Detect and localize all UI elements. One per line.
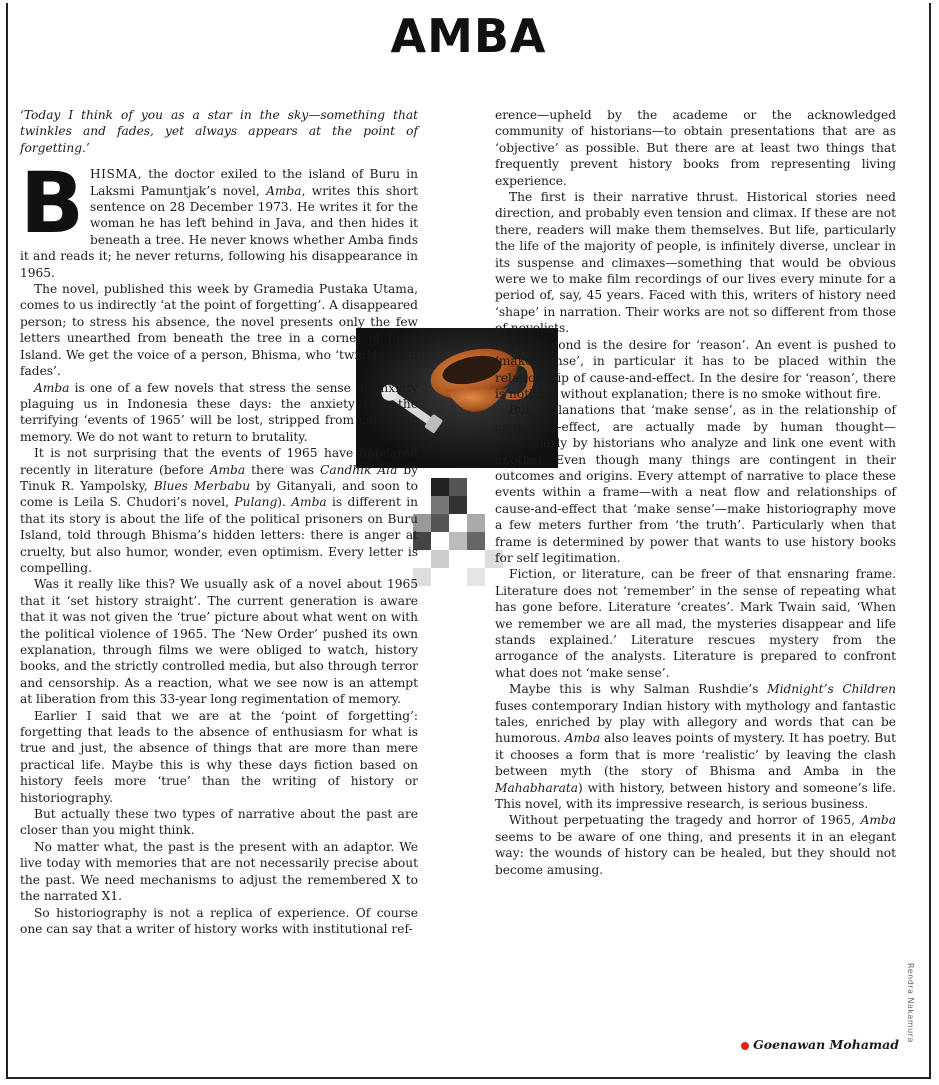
left-column <box>20 107 418 937</box>
paragraph: The novel, published this week by Gramedia Pustaka Utama, comes to us indirectly ‘at the point of forgetting’. A disappeared person; to stress his absence, the novel presents only the few letters unearthed from beneath the tree in a corner of Buru Island. We get the voice of a person, Bhisma, who ‘twinkles and fades’. <box>20 282 418 379</box>
author-byline <box>741 1037 899 1052</box>
red-dot-icon <box>741 1042 749 1050</box>
paragraph: But actually these two types of narrative about the past are closer than you might think. <box>20 807 418 838</box>
author-name: Goenawan Mohamad <box>753 1037 899 1052</box>
paragraph: BHISMA, the doctor exiled to the island of Buru in Laksmi Pamuntjak’s novel, Amba, writes this short sentence on 28 December 1973. He writes it for the woman he has left behind in Java, and then hides it beneath a tree. He never knows whether Amba finds it and reads it; he never returns, following his disappearance in 1965. <box>20 154 418 280</box>
paragraph: No matter what, the past is the present with an adaptor. We live today with memories that are not necessarily precise about the past. We need mechanisms to adjust the remembered X to the narrated X1. <box>20 839 418 904</box>
paragraph: erence—upheld by the academe or the acknowledged community of historians—to obtain presentations that are as ‘objective’ as possible. But there are at least two things that frequently prevent history books from representing living experience. <box>495 108 896 188</box>
illustration-credit: Rendra Nakamura <box>906 963 915 1043</box>
paragraph: Maybe this is why Salman Rushdie’s Midnight’s Children fuses contemporary Indian history with mythology and fantastic tales, enriched by play with allegory and words that can be humorous. Amba also leaves points of mystery. It has poetry. But it chooses a form that is more ‘realistic’ by leaving the clash between myth (the story of Bhisma and Amba in the Mahabharata) with history, between history and someone’s life. This novel, with its impressive research, is serious business. <box>495 682 897 812</box>
paragraph: So historiography is not a replica of experience. Of course one can say that a writer of history works with institutional ref- <box>20 905 418 936</box>
paragraph: It is not surprising that the events of 1965 have appeared recently in literature (before Amba there was Candhik Ala by Tinuk R. Yampolsky, Blues Merbabu by Gitanyali, and soon to come is Leila S. Chudori’s novel, Pulang). Amba is different in that its story is about the life of the political prisoners on Buru Island, told through Bhisma’s hidden letters: there is anger at cruelty, but also humor, wonder, even optimism. Every letter is compelling. <box>20 446 419 575</box>
epigraph: ‘Today I think of you as a star in the sky—something that twinkles and fades, yet always appears at the point of forgetting.’ <box>20 108 418 155</box>
paragraph: The first is their narrative thrust. Historical stories need direction, and probably even tension and climax. If these are not there, readers will make them themselves. But life, particularly the life of the majority of people, is infinitely diverse, unclear in its suspense and climaxes—something that would be obvious were we to make film recordings of our lives every minute for a period of, say, 45 years. Faced with this, writers of history need ‘shape’ in narration. Their works are not so different from those of novelists. <box>495 190 896 336</box>
paragraph: Without perpetuating the tragedy and horror of 1965, Amba seems to be aware of one thing, and presents it in an elegant way: the wounds of history can be healed, but they should not become amusing. <box>495 813 896 877</box>
article-title: AMBA <box>390 9 547 63</box>
paragraph: Earlier I said that we are at the ‘point of forgetting’: forgetting that leads to the absence of enthusiasm for what is true and just, the absence of things that are more than mere practical life. Maybe this is why these days fiction based on history feels more ‘true’ than the writing of history or historiography. <box>20 708 418 805</box>
drop-cap: B <box>20 154 85 253</box>
right-column <box>495 107 896 878</box>
article-page <box>6 3 931 1079</box>
paragraph: But explanations that ‘make sense’, as in the relationship of cause-and-effect, are actually made by human thought—particularly by historians who analyze and link one event with another. Even though many things are contingent in their outcomes and origins. Every attempt of narrative to place these events within a frame—with a neat flow and relationships of cause-and-effect that ‘make sense’—make historiography move a few meters further from ‘the truth’. Particularly when that frame is determined by power that wants to use history books for self legitimation. <box>495 403 896 565</box>
paragraph: Was it really like this? We usually ask of a novel about 1965 that it ‘set history straight’. The current generation is aware that it was not given the ‘true’ picture about what went on with the political violence of 1965. The ‘New Order’ pushed its own explanation, through films we were obliged to watch, history books, and the strictly controlled media, but also through terror and censorship. As a reaction, what we see now is an attempt at liberation from this 33-year long regimentation of memory. <box>20 577 418 707</box>
paragraph: The second is the desire for ‘reason’. An event is pushed to ‘make sense’, in particular it has to be placed within the relationship of cause-and-effect. In the desire for ‘reason’, there is nothing without explanation; there is no smoke without fire. <box>495 337 896 401</box>
paragraph: Fiction, or literature, can be freer of that ensnaring frame. Literature does not ‘remember’ in the sense of repeating what has gone before. Literature ‘creates’. Mark Twain said, ‘When we remember we are all mad, the mysteries disappear and life stands explained.’ Literature rescues mystery from the arrogance of the analysts. Literature is prepared to confront what does not ‘make sense’. <box>495 567 896 680</box>
paragraph: Amba is one of a few novels that stress the sense of anxiety plaguing us in Indonesia these days: the anxiety that the terrifying ‘events of 1965’ will be lost, stripped from collective memory. We do not want to return to brutality. <box>20 380 418 444</box>
